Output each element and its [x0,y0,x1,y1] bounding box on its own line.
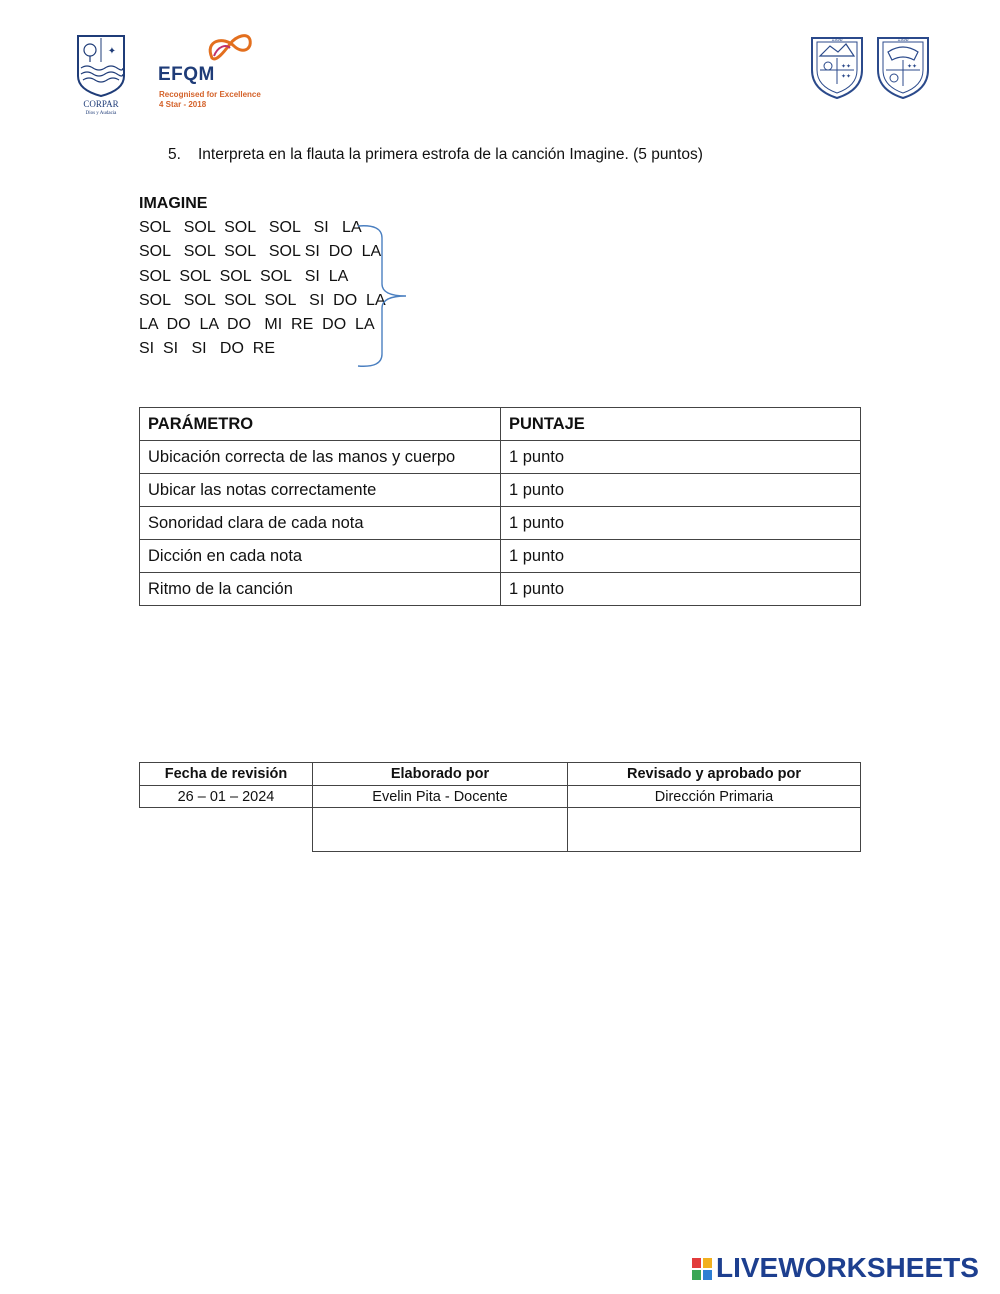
crest-left-year: 1998 [831,37,843,43]
rubric-header-parameter: PARÁMETRO [140,408,501,441]
signature-empty-cell [140,808,313,852]
revision-table [139,762,861,852]
revision-header-date: Fecha de revisión [140,763,313,786]
rubric-score: 1 punto [501,474,861,507]
svg-text:✦✦: ✦✦ [906,64,918,70]
svg-text:✦✦: ✦✦ [840,74,852,80]
revision-date: 26 – 01 – 2024 [140,786,313,808]
school-crest-left [808,32,866,102]
song-line: SOL SOL SOL SOL SI DO LA [139,291,386,309]
revision-header-author: Elaborado por [313,763,568,786]
revision-approver: Dirección Primaria [568,786,861,808]
liveworksheets-mark-icon [692,1258,712,1280]
song-title: IMAGINE [139,195,208,212]
rubric-parameter: Dicción en cada nota [140,540,501,573]
song-line: LA DO LA DO MI RE DO LA [139,316,375,334]
corpar-logo [72,32,130,116]
revision-header-row [140,763,861,786]
table-row [140,507,861,540]
rubric-score: 1 punto [501,573,861,606]
question-number: 5. [168,146,181,163]
liveworksheets-brand: LIVEWORKSHEETS [716,1252,979,1283]
table-row [140,573,861,606]
school-crest-right [874,32,932,102]
signature-approver-cell [568,808,861,852]
rubric-parameter: Ubicación correcta de las manos y cuerpo [140,441,501,474]
revision-author: Evelin Pita - Docente [313,786,568,808]
efqm-name: EFQM [158,64,215,85]
efqm-tagline-1: Recognised for Excellence [159,90,261,99]
table-row [140,441,861,474]
rubric-parameter: Ritmo de la canción [140,573,501,606]
rubric-score: 1 punto [501,507,861,540]
song-line: SOL SOL SOL SOL SI LA [139,267,349,285]
signature-row [140,808,861,852]
curly-brace-icon [356,224,410,370]
song-notation [139,192,386,361]
svg-text:✦: ✦ [107,46,117,57]
rubric-header-row [140,408,861,441]
song-line: SI SI SI DO RE [139,340,276,358]
song-line: SOL SOL SOL SOL SI DO LA [139,243,382,261]
question-text: Interpreta en la flauta la primera estrofa de la canción Imagine. (5 puntos) [198,146,703,163]
corpar-logo-text: CORPAR [83,99,119,109]
svg-text:✦✦: ✦✦ [840,64,852,70]
question-5 [168,146,703,164]
corpar-logo-motto: Dios y Audacia [85,111,117,116]
table-row [140,540,861,573]
rubric-score: 1 punto [501,540,861,573]
rubric-table [139,407,861,606]
rubric-score: 1 punto [501,441,861,474]
rubric-parameter: Sonoridad clara de cada nota [140,507,501,540]
signature-author-cell [313,808,568,852]
revision-header-approver: Revisado y aprobado por [568,763,861,786]
efqm-tagline-2: 4 Star - 2018 [159,100,207,109]
rubric-header-score: PUNTAJE [501,408,861,441]
rubric-parameter: Ubicar las notas correctamente [140,474,501,507]
table-row [140,474,861,507]
song-line: SOL SOL SOL SOL SI LA [139,219,362,237]
efqm-logo [156,32,266,112]
crest-right-year: 1998 [897,37,909,43]
table-row [140,786,861,808]
